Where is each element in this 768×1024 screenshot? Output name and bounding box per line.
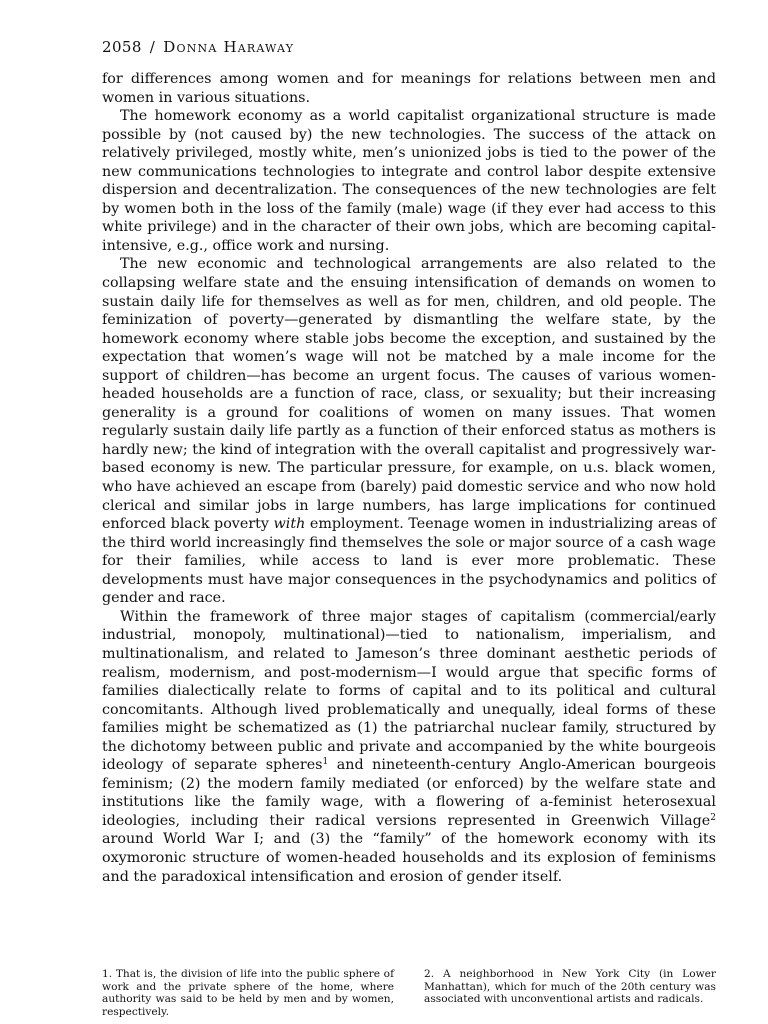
body-text xyxy=(102,70,716,886)
paragraph-4-text-b: and nineteenth-century Anglo-American bourgeois feminism; (2) the modern family mediated (or enforced) by the welfare state and institutions like the family wage, with a flowering of a-feminist heterosexual ideologies, including their radical versions represented in Greenwich Village xyxy=(102,757,717,829)
footnote-ref-1[interactable]: 1 xyxy=(322,757,329,768)
paragraph-3-emphasis: with xyxy=(273,516,306,533)
paragraph-3 xyxy=(102,255,716,607)
footnotes xyxy=(102,968,716,1018)
paragraph-4 xyxy=(102,608,716,886)
footnote-1: 1. That is, the division of life into the public sphere of work and the private sphere of the home, where authority was said to be held by men and by women, respectively. xyxy=(102,968,394,1018)
paragraph-4-text-a: Within the framework of three major stages of capitalism (commercial/early industrial, monopoly, multinational)—tied to nationalism, imperialism, and multinationalism, and related to Jameson’s three dominant aesthetic periods of realism, modernism, and post-modernism—I would argue that specific forms of families dialectically relate to forms of capital and to its political and cultural concomitants. Although lived problematically and unequally, ideal forms of these families might be schematized as (1) the patriarchal nuclear family, structured by the dichotomy between public and private and accompanied by the white bourgeois ideology of separate spheres xyxy=(102,608,716,774)
page-number: 2058 xyxy=(102,38,142,56)
paragraph-2: The homework economy as a world capitalist organizational structure is made possible by (not caused by) the new technologies. The success of the attack on relatively privileged, mostly white, men’s unionized jobs is tied to the power of the new communications technologies to integrate and control labor despite extensive dispersion and decentralization. The consequences of the new technologies are felt by women both in the loss of the family (male) wage (if they ever had access to this white privilege) and in the character of their own jobs, which are becoming capital-intensive, e.g., office work and nursing. xyxy=(102,108,716,254)
footnote-ref-2[interactable]: 2 xyxy=(710,812,716,823)
footnote-2: 2. A neighborhood in New York City (in Lower Manhattan), which for much of the 20th century was associated with unconventional artists and radicals. xyxy=(424,968,716,1005)
paragraph-3-text-a: The new economic and technological arrangements are also related to the collapsing welfare state and the ensuing intensification of demands on women to sustain daily life for themselves as well as for men, children, and old people. The feminization of poverty—generated by dismantling the welfare state, by the homework economy where stable jobs become the exception, and sustained by the expectation that women’s wage will not be matched by a male income for the support of children—has become an urgent focus. The causes of various women-headed households are a function of race, class, or sexuality; but their increasing generality is a ground for coalitions of women on many issues. That women regularly sustain daily life partly as a function of their enforced status as mothers is hardly new; the kind of integration with the overall capitalist and progressively war-based economy is new. The particular pressure, for example, on u.s. black women, who have achieved an escape from (barely) paid domestic service and who now hold clerical and similar jobs in large numbers, has large implications for continued enforced black poverty xyxy=(102,256,716,533)
paragraph-4-text-c: around World War I; and (3) the “family” of the homework economy with its oxymoronic structure of women-headed households and its explosion of feminisms and the paradoxical intensification and erosion of gender itself. xyxy=(102,831,716,885)
paragraph-3-text-b: employment. Teenage women in industrializing areas of the third world increasingly find themselves the sole or major source of a cash wage for their families, while access to land is ever more problematic. These developments must have major consequences in the psychodynamics and politics of gender and race. xyxy=(102,516,716,607)
paragraph-1: for differences among women and for meanings for relations between men and women in various situations. xyxy=(102,71,716,106)
running-head xyxy=(102,38,716,56)
author-name: Donna Haraway xyxy=(163,38,295,56)
header-separator: / xyxy=(149,38,156,56)
